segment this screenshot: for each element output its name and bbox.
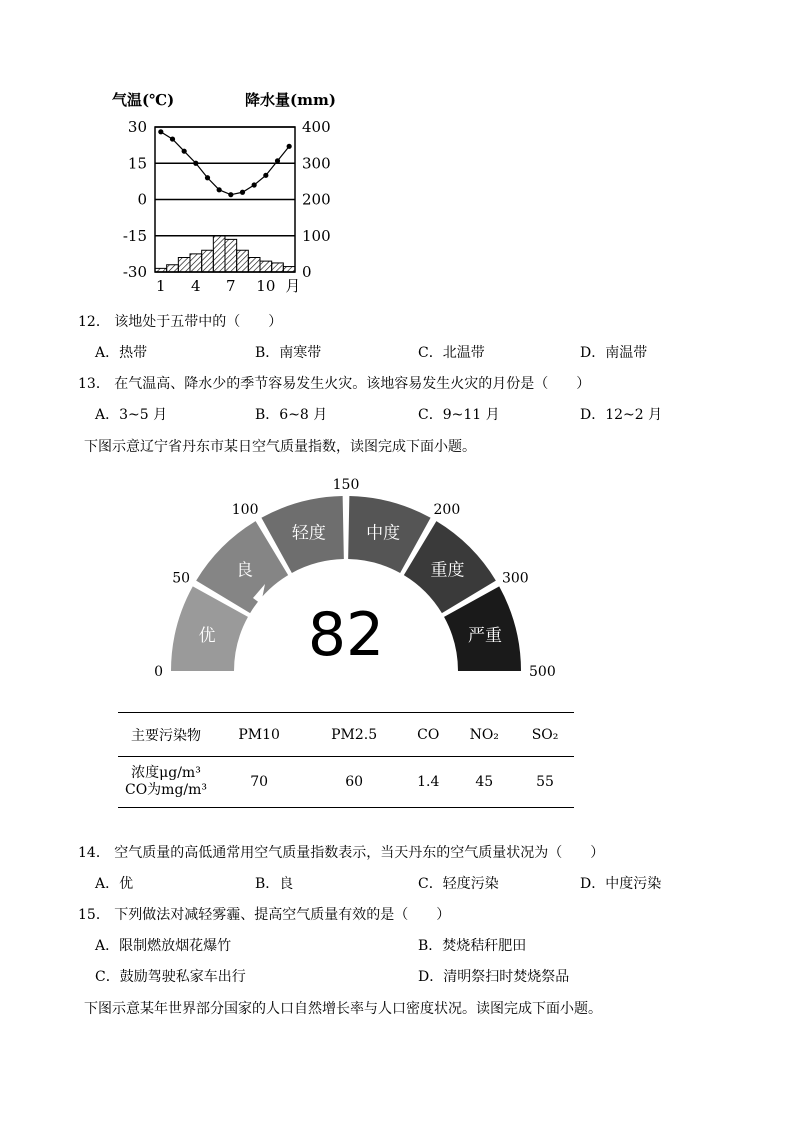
value-cell: 1.4: [404, 757, 452, 808]
gauge-segment-label: 中度: [366, 523, 401, 544]
temperature-axis-title: 气温(℃): [112, 91, 175, 109]
gauge-tick-label: 0: [154, 664, 163, 680]
q13-option-a[interactable]: A．3~5 月: [95, 407, 168, 423]
precipitation-bar: [283, 267, 295, 272]
month-tick-labels: [156, 277, 300, 295]
q14-option-a[interactable]: A．优: [95, 876, 134, 892]
temperature-point: [205, 175, 210, 180]
gauge-tick-label: 100: [231, 502, 259, 519]
header-cell: CO: [404, 713, 452, 757]
intro-aqi: 下图示意辽宁省丹东市某日空气质量指数，读图完成下面小题。: [84, 439, 476, 455]
precipitation-tick-label: 0: [302, 263, 312, 281]
table-row: [118, 757, 574, 808]
value-cell: 55: [516, 757, 574, 808]
pollutant-table: [118, 712, 574, 808]
precipitation-bar: [190, 254, 202, 272]
precipitation-bar: [202, 250, 214, 272]
value-cell: 45: [452, 757, 516, 808]
precipitation-bar: [260, 261, 272, 272]
intro-population: 下图示意某年世界部分国家的人口自然增长率与人口密度状况。读图完成下面小题。: [84, 1001, 602, 1017]
gauge-segment-label: 轻度: [291, 523, 326, 544]
q12-stem: 12． 该地处于五带中的（ ）: [78, 314, 283, 330]
aqi-gauge: [150, 478, 560, 683]
temperature-point: [217, 187, 222, 192]
q15-option-a[interactable]: A．限制燃放烟花爆竹: [95, 938, 232, 954]
month-tick-label: 1: [156, 277, 166, 295]
gauge-tick-label: 300: [501, 570, 529, 587]
temperature-tick-labels: [123, 118, 147, 281]
temperature-point: [193, 161, 198, 166]
temperature-tick-label: 0: [137, 190, 147, 209]
q12-option-c[interactable]: C．北温带: [418, 345, 485, 361]
temperature-tick-label: -30: [122, 263, 147, 281]
temperature-point: [275, 158, 280, 163]
precipitation-bar: [237, 250, 249, 272]
precipitation-axis-title: 降水量(mm): [245, 91, 336, 109]
value-cell: 70: [214, 757, 304, 808]
month-tick-label: 7: [226, 277, 236, 295]
q14-option-d[interactable]: D．中度污染: [580, 876, 662, 892]
temperature-point: [228, 192, 233, 197]
precipitation-tick-label: 300: [302, 154, 331, 173]
month-tick-label: 10: [256, 277, 276, 295]
q14-option-b[interactable]: B．良: [255, 876, 294, 892]
q15-option-b[interactable]: B．焚烧秸秆肥田: [418, 938, 527, 954]
precipitation-bar: [167, 265, 179, 272]
q13-option-b[interactable]: B．6~8 月: [255, 407, 328, 423]
q15-stem: 15． 下列做法对减轻雾霾、提高空气质量有效的是（ ）: [78, 907, 451, 923]
gauge-segment-label: 良: [236, 560, 254, 581]
temperature-tick-label: 30: [127, 118, 147, 136]
temperature-point: [182, 149, 187, 154]
gauge-segment-label: 重度: [430, 560, 465, 581]
header-cell: SO₂: [516, 713, 574, 757]
q15-option-c[interactable]: C．鼓励驾驶私家车出行: [95, 969, 246, 985]
temperature-tick-label: -15: [122, 226, 147, 245]
precipitation-bar: [225, 239, 237, 272]
temperature-point: [263, 173, 268, 178]
value-cell: 60: [304, 757, 404, 808]
temperature-point: [158, 129, 163, 134]
temperature-point: [170, 136, 175, 141]
q13-option-d[interactable]: D．12~2 月: [580, 407, 663, 423]
q14-stem: 14． 空气质量的高低通常用空气质量指数表示，当天丹东的空气质量状况为（ ）: [78, 845, 605, 861]
temperature-point: [287, 144, 292, 149]
q15-option-d[interactable]: D．清明祭扫时焚烧祭品: [418, 969, 570, 985]
header-cell: PM2.5: [304, 713, 404, 757]
month-tick-label: 4: [191, 277, 201, 295]
gauge-tick-label: 50: [172, 570, 191, 587]
gauge-tick-label: 150: [332, 478, 360, 493]
precipitation-tick-label: 200: [302, 190, 331, 209]
precipitation-tick-label: 400: [302, 118, 331, 136]
climate-chart: [100, 85, 350, 300]
temperature-point: [240, 190, 245, 195]
temperature-point: [252, 182, 257, 187]
precipitation-bar: [272, 263, 284, 272]
q12-option-d[interactable]: D．南温带: [580, 345, 648, 361]
precipitation-bar: [248, 258, 260, 273]
row-label: [118, 757, 214, 808]
gauge-segment-label: 优: [198, 626, 216, 647]
temperature-tick-label: 15: [127, 154, 147, 173]
q13-stem: 13． 在气温高、降水少的季节容易发生火灾。该地容易发生火灾的月份是（ ）: [78, 376, 591, 392]
row-label-line1: 浓度μg/m³: [131, 765, 201, 781]
header-cell: 主要污染物: [118, 713, 214, 757]
precipitation-tick-labels: [302, 118, 331, 281]
gauge-tick-label: 500: [529, 664, 556, 680]
row-label-line2: CO为mg/m³: [124, 782, 208, 798]
header-cell: NO₂: [452, 713, 516, 757]
precipitation-bar: [178, 258, 190, 273]
month-tick-label: 月: [285, 277, 301, 295]
gauge-tick-label: 200: [433, 502, 461, 519]
precipitation-tick-label: 100: [302, 226, 331, 245]
header-cell: PM10: [214, 713, 304, 757]
precipitation-bars: [155, 236, 295, 272]
q13-option-c[interactable]: C．9~11 月: [418, 407, 500, 423]
q14-option-c[interactable]: C．轻度污染: [418, 876, 499, 892]
table-header-row: [118, 713, 574, 757]
aqi-value: 82: [307, 600, 385, 670]
q12-option-b[interactable]: B．南寒带: [255, 345, 322, 361]
q12-option-a[interactable]: A．热带: [95, 345, 148, 361]
gauge-segment-label: 严重: [467, 626, 502, 647]
precipitation-bar: [213, 236, 225, 272]
